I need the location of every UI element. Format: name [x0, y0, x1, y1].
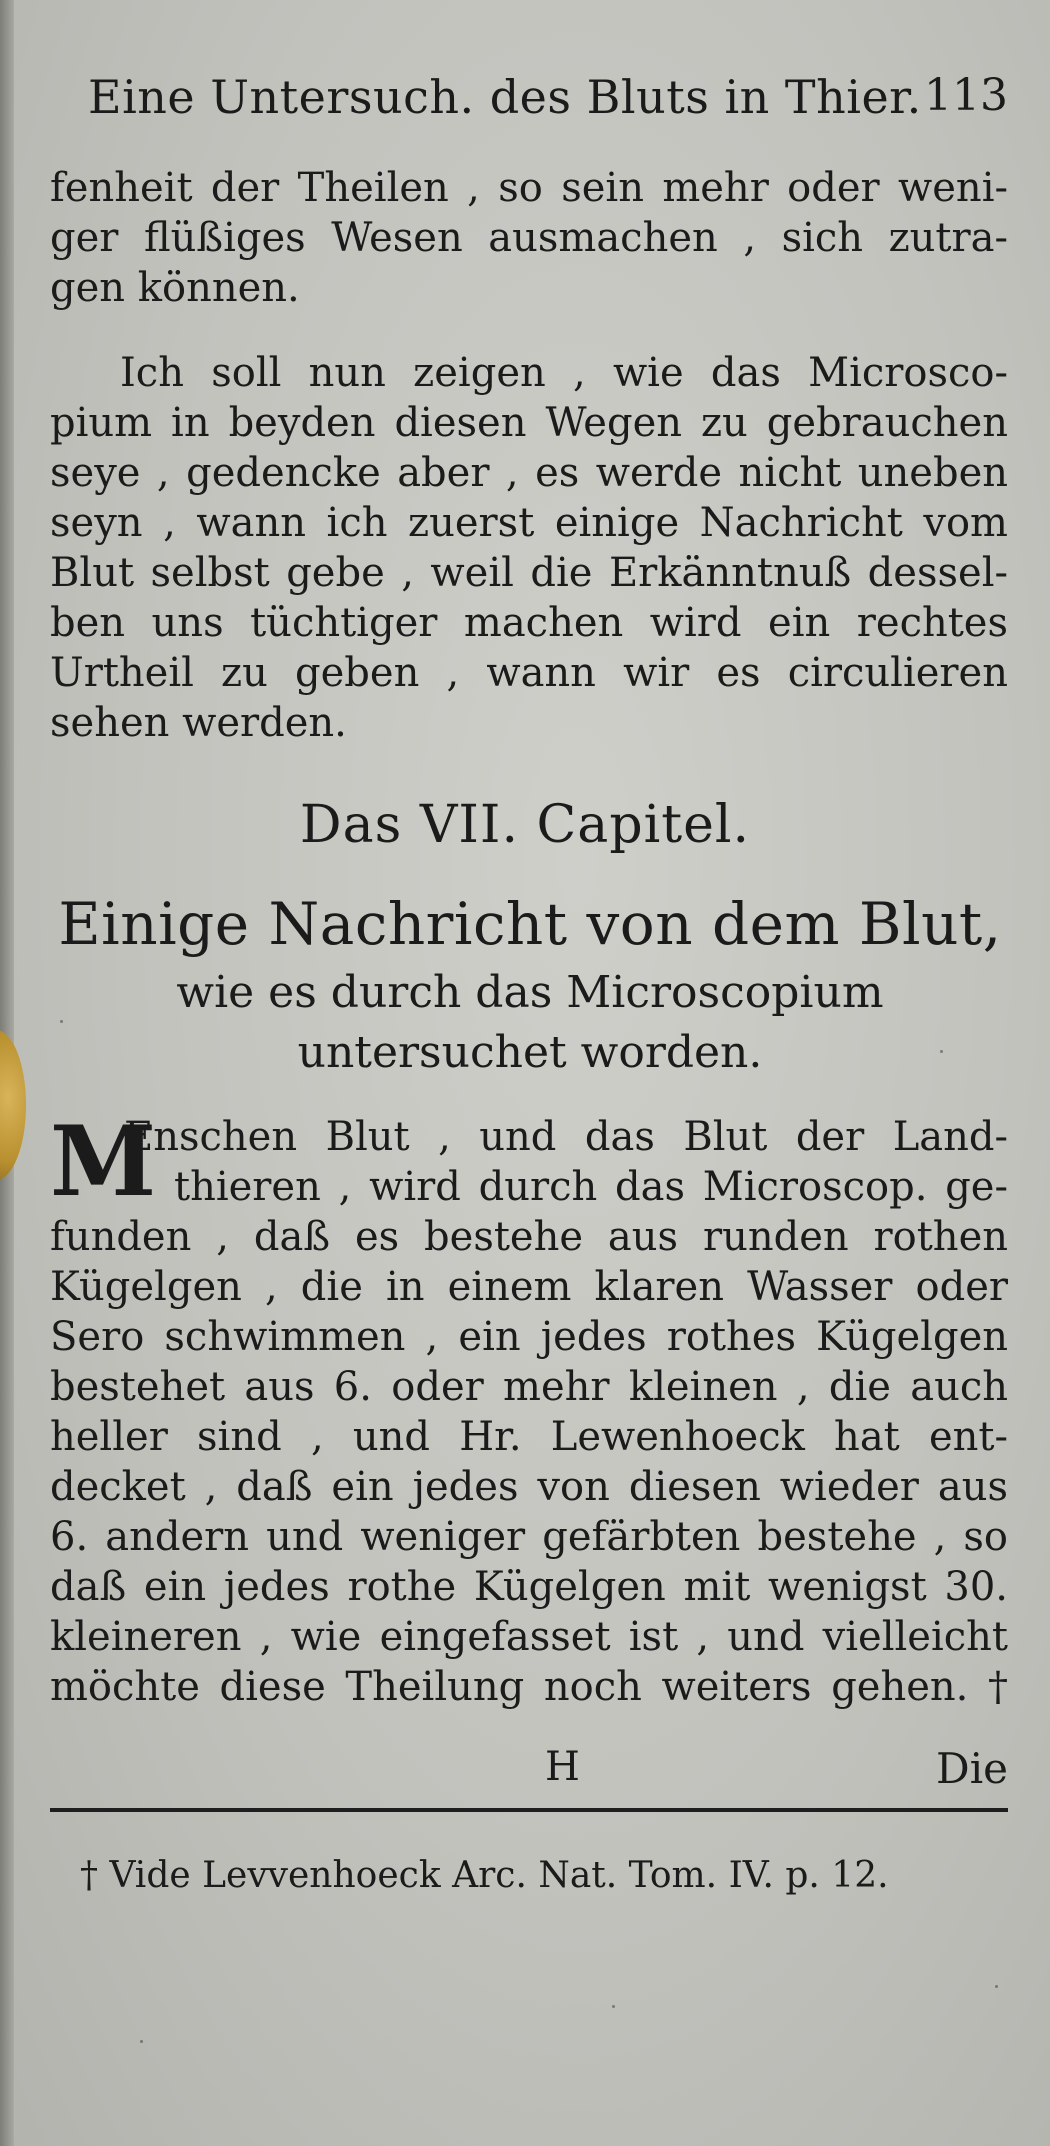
text-line: bestehet aus 6. oder mehr kleinen , die auch	[50, 1364, 1008, 1410]
paragraph-microscope-intro	[50, 348, 1008, 748]
text-line: pium in beyden diesen Wegen zu gebrauchen	[50, 400, 1008, 446]
text-line: seyn , wann ich zuerst einige Nachricht vom	[50, 500, 1008, 546]
paragraph-blood-description	[50, 1105, 1008, 1712]
text-line: fenheit der Theilen , so sein mehr oder weni-	[50, 165, 1008, 211]
text-line: heller sind , und Hr. Lewenhoeck hat ent-	[50, 1414, 1008, 1460]
text-line: möchte diese Theilung noch weiters gehen. †	[50, 1664, 1008, 1710]
catchword: Die	[936, 1744, 1008, 1793]
paper-speck	[995, 1985, 998, 1988]
chapter-number: Das VII. Capitel.	[299, 795, 751, 855]
chapter-title-line: Einige Nachricht von dem Blut,	[58, 890, 1002, 958]
chapter-title-line: untersuchet worden.	[297, 1027, 763, 1078]
text-line: Kügelgen , die in einem klaren Wasser oder	[50, 1264, 1008, 1310]
paper-speck	[60, 1020, 63, 1023]
signature-mark: H	[545, 1744, 580, 1790]
drop-cap: M	[50, 1105, 157, 1218]
text-line: seye , gedencke aber , es werde nicht uneben	[50, 450, 1008, 496]
text-line: ger flüßiges Wesen ausmachen , sich zutra-	[50, 215, 1008, 261]
footnote: † Vide Levvenhoeck Arc. Nat. Tom. IV. p. 12.	[80, 1855, 889, 1896]
footnote-rule	[50, 1808, 1008, 1812]
text-line: gen können.	[50, 265, 300, 311]
text-line: funden , daß es bestehe aus runden rothen	[50, 1214, 1008, 1260]
text-line: Blut selbst gebe , weil die Erkänntnuß dessel-	[50, 550, 1008, 596]
text-line: ben uns tüchtiger machen wird ein rechtes	[50, 600, 1008, 646]
text-line: decket , daß ein jedes von diesen wieder aus	[50, 1464, 1008, 1510]
paper-speck	[940, 1050, 943, 1053]
chapter-title-line: wie es durch das Microscopium	[176, 967, 884, 1018]
text-line: daß ein jedes rothe Kügelgen mit wenigst 30.	[50, 1564, 1008, 1610]
chapter-title	[40, 885, 1020, 1083]
running-head	[88, 70, 1008, 130]
text-line: 6. andern und weniger gefärbten bestehe , so	[50, 1514, 1008, 1560]
paper-speck	[140, 2040, 143, 2043]
text-line: Ich soll nun zeigen , wie das Microsco-	[120, 350, 1008, 396]
text-line-content: Enschen Blut , und das Blut der Land-	[124, 1114, 1008, 1160]
running-head-title: Eine Untersuch. des Bluts in Thier.	[88, 70, 922, 124]
text-line: Urtheil zu geben , wann wir es circulieren	[50, 650, 1008, 696]
paper-speck	[612, 2005, 615, 2008]
gilt-edge-tab	[0, 1030, 26, 1180]
text-line: sehen werden.	[50, 700, 347, 746]
paragraph-continuation	[50, 163, 1008, 313]
text-line: kleineren , wie eingefasset ist , und vielleicht	[50, 1614, 1008, 1660]
text-line: Sero schwimmen , ein jedes rothes Kügelgen	[50, 1314, 1008, 1360]
text-line: thieren , wird durch das Microscop. ge-	[174, 1164, 1008, 1210]
page-number: 113	[924, 70, 1008, 121]
